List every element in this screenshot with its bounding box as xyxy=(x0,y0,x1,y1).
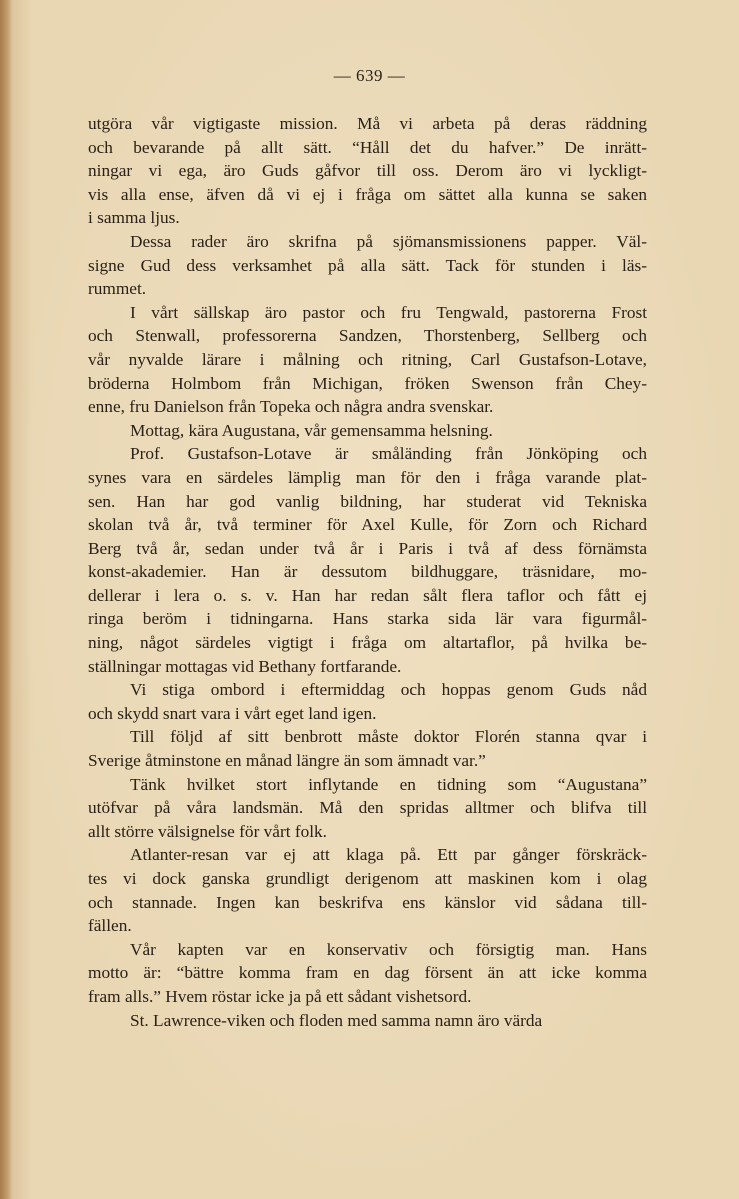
text-line: allt större välsignelse för vårt folk. xyxy=(88,821,327,841)
paragraph xyxy=(88,112,647,230)
text-line: enne, fru Danielson från Topeka och några andra svenskar. xyxy=(88,397,494,417)
text-line: ning, något särdeles vigtigt i fråga om altartaflor, på hvilka be- xyxy=(88,633,647,653)
text-line: bröderna Holmbom från Michigan, fröken Swenson från Chey- xyxy=(88,373,647,393)
text-line: Atlanter-resan var ej att klaga på. Ett par gånger förskräck- xyxy=(130,845,647,865)
text-line: Prof. Gustafson-Lotave är småländing från Jönköping och xyxy=(130,444,647,464)
text-line: motto är: “bättre komma fram en dag försent än att icke komma xyxy=(88,963,647,983)
paragraph xyxy=(88,678,647,725)
text-line: och bevarande på allt sätt. “Håll det du hafver.” De inrätt- xyxy=(88,137,647,157)
paragraph xyxy=(88,442,647,678)
text-line: tes vi dock ganska grundligt derigenom att maskinen kom i olag xyxy=(88,869,647,888)
text-line: I vårt sällskap äro pastor och fru Tengwald, pastorerna Frost xyxy=(130,302,647,322)
text-line: Dessa rader äro skrifna på sjömansmissionens papper. Väl- xyxy=(130,231,647,251)
text-line: Vår kapten var en konservativ och försigtig man. Hans xyxy=(130,939,647,959)
paragraph xyxy=(88,938,647,1009)
text-line: Tänk hvilket stort inflytande en tidning som “Augustana” xyxy=(130,774,647,794)
text-line: dellerar i lera o. s. v. Han har redan sålt flera taflor och fått ej xyxy=(88,585,647,605)
text-line: utöfvar på våra landsmän. Må den spridas alltmer och blifva till xyxy=(88,798,647,818)
text-line: ringa beröm i tidningarna. Hans starka sida lär vara figurmål- xyxy=(88,609,647,629)
text-line: i samma ljus. xyxy=(88,208,180,228)
text-line: vis alla ense, äfven då vi ej i fråga om sättet alla kunna se saken xyxy=(88,184,647,204)
text-line: och skydd snart vara i vårt eget land igen. xyxy=(88,703,377,723)
text-line: synes vara en särdeles lämplig man för den i fråga varande plat- xyxy=(88,467,647,487)
page-spine-shadow xyxy=(0,0,12,1199)
text-line: Vi stiga ombord i eftermiddag och hoppas genom Guds nåd xyxy=(130,680,647,700)
text-line: ställningar mottagas vid Bethany fortfarande. xyxy=(88,656,402,676)
paragraph xyxy=(88,1009,647,1033)
page-number: — 639 — xyxy=(333,66,406,85)
text-line: konst-akademier. Han är dessutom bildhuggare, träsnidare, mo- xyxy=(88,562,647,582)
text-line: signe Gud dess verksamhet på alla sätt. Tack för stunden i läs- xyxy=(88,255,647,275)
paragraph xyxy=(88,301,647,419)
text-line: rummet. xyxy=(88,279,147,299)
paragraph xyxy=(88,725,647,772)
text-line: skolan två år, två terminer för Axel Kulle, för Zorn och Richard xyxy=(88,515,647,535)
text-line: sen. Han har god vanlig bildning, har studerat vid Tekniska xyxy=(88,491,647,511)
text-line: Sverige åtminstone en månad längre än som ämnadt var.” xyxy=(88,751,486,771)
text-line: Mottag, kära Augustana, vår gemensamma helsning. xyxy=(130,420,493,440)
text-line: fällen. xyxy=(88,916,132,936)
body-text xyxy=(88,112,647,1032)
paragraph xyxy=(88,419,647,443)
text-line: vår nyvalde lärare i målning och ritning, Carl Gustafson-Lotave, xyxy=(88,349,647,369)
text-line: St. Lawrence-viken och floden med samma namn äro värda xyxy=(130,1010,543,1030)
text-line: Berg två år, sedan under två år i Paris i två af dess förnämsta xyxy=(88,538,647,558)
text-line: ningar vi ega, äro Guds gåfvor till oss. Derom äro vi lyckligt- xyxy=(88,161,647,181)
text-line: fram alls.” Hvem röstar icke ja på ett sådant vishetsord. xyxy=(88,986,472,1006)
text-line: och Stenwall, professorerna Sandzen, Thorstenberg, Sellberg och xyxy=(88,326,647,346)
paragraph xyxy=(88,773,647,844)
text-line: utgöra vår vigtigaste mission. Må vi arbeta på deras räddning xyxy=(88,114,647,133)
paragraph xyxy=(88,843,647,937)
text-line: och stannade. Ingen kan beskrifva ens känslor vid sådana till- xyxy=(88,892,647,912)
paragraph xyxy=(88,230,647,301)
text-line: Till följd af sitt benbrott måste doktor Florén stanna qvar i xyxy=(130,727,647,747)
